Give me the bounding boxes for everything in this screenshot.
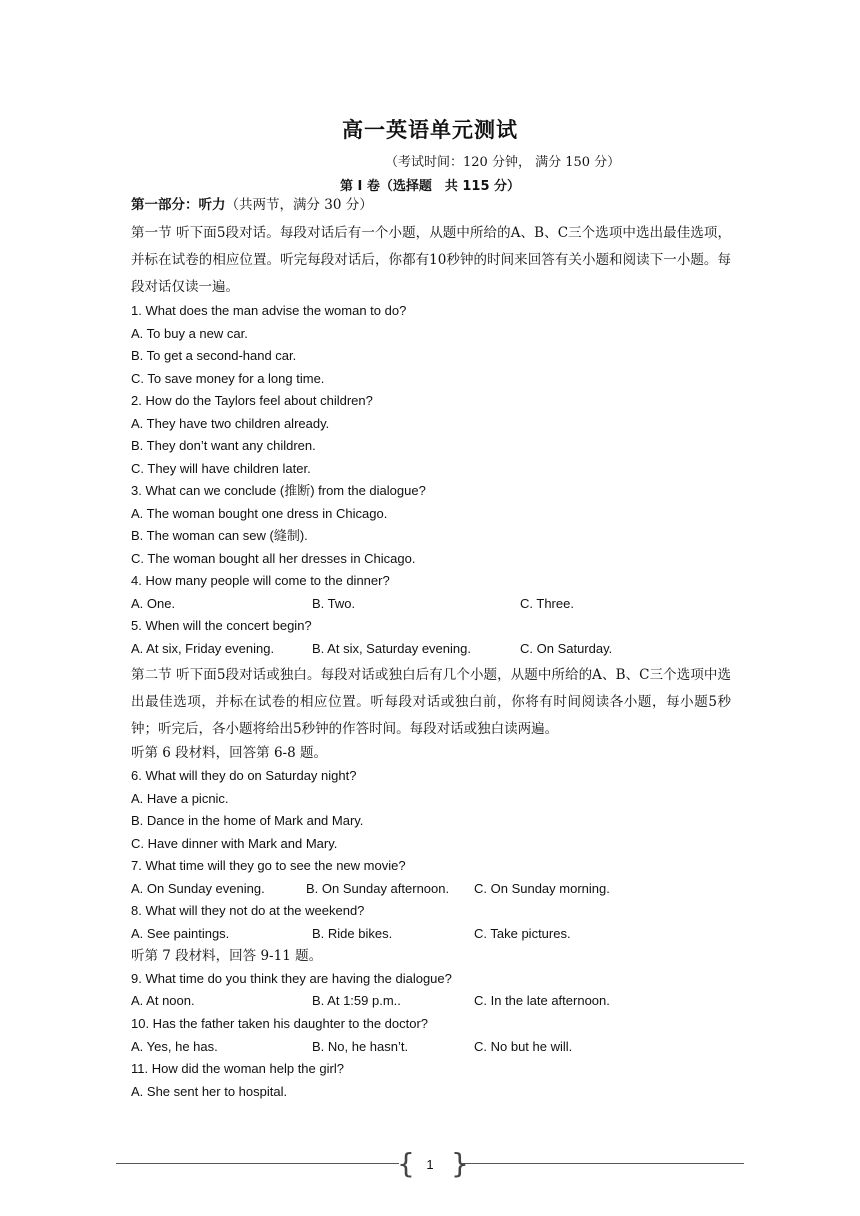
exam-info: （考试时间：120 分钟， 满分 150 分） bbox=[385, 155, 621, 170]
section1-instructions: 第一节 听下面5段对话。每段对话后有一个小题，从题中所给的A、B、C三个选项中选出最佳选项，并标在试卷的相应位置。听完每段对话后，你都有10秒钟的时间来回答有关小题和阅读下一小题。每段对话仅读一遍。 bbox=[131, 225, 731, 295]
option-11a: A. She sent her to hospital. bbox=[131, 1084, 288, 1099]
option-4c: C. Three. bbox=[520, 596, 574, 611]
option-6a: A. Have a picnic. bbox=[131, 791, 229, 806]
option-2b: B. They don’t want any children. bbox=[131, 438, 316, 453]
question-3: 3. What can we conclude (推断) from the dialogue? bbox=[131, 483, 426, 498]
option-5c: C. On Saturday. bbox=[520, 641, 613, 656]
question-1: 1. What does the man advise the woman to do? bbox=[131, 303, 407, 318]
question-5: 5. When will the concert begin? bbox=[131, 618, 312, 633]
question-7: 7. What time will they go to see the new movie? bbox=[131, 858, 406, 873]
option-7c: C. On Sunday morning. bbox=[474, 881, 610, 896]
material-7-note: 听第 7 段材料，回答 9-11 题。 bbox=[131, 948, 323, 964]
option-1b: B. To get a second-hand car. bbox=[131, 348, 297, 363]
option-10c: C. No but he will. bbox=[474, 1039, 573, 1054]
question-2: 2. How do the Taylors feel about children? bbox=[131, 393, 373, 408]
option-7b: B. On Sunday afternoon. bbox=[306, 881, 450, 896]
option-8c: C. Take pictures. bbox=[474, 926, 571, 941]
option-2a: A. They have two children already. bbox=[131, 416, 330, 431]
page-number: 1 bbox=[426, 1157, 434, 1172]
option-3b: B. The woman can sew (缝制). bbox=[131, 528, 308, 543]
question-9: 9. What time do you think they are having the dialogue? bbox=[131, 971, 452, 986]
question-8: 8. What will they not do at the weekend? bbox=[131, 903, 365, 918]
part1-heading-rest: （共两节，满分 30 分） bbox=[225, 197, 373, 213]
page-title: 高一英语单元测试 bbox=[342, 118, 518, 142]
question-4: 4. How many people will come to the dinner? bbox=[131, 573, 390, 588]
volume-title: 第 I 卷（选择题 共 115 分） bbox=[339, 179, 521, 194]
option-8b: B. Ride bikes. bbox=[312, 926, 393, 941]
option-9b: B. At 1:59 p.m.. bbox=[312, 993, 401, 1008]
option-9a: A. At noon. bbox=[131, 993, 195, 1008]
material-6-note: 听第 6 段材料，回答第 6-8 题。 bbox=[131, 745, 327, 761]
option-6c: C. Have dinner with Mark and Mary. bbox=[131, 836, 338, 851]
option-4a: A. One. bbox=[131, 596, 176, 611]
option-7a: A. On Sunday evening. bbox=[131, 881, 265, 896]
option-9c: C. In the late afternoon. bbox=[474, 993, 610, 1008]
option-1c: C. To save money for a long time. bbox=[131, 371, 325, 386]
option-5a: A. At six, Friday evening. bbox=[131, 641, 275, 656]
option-3a: A. The woman bought one dress in Chicago. bbox=[131, 506, 388, 521]
option-4b: B. Two. bbox=[312, 596, 356, 611]
right-brace-icon: } bbox=[451, 1147, 469, 1180]
question-6: 6. What will they do on Saturday night? bbox=[131, 768, 357, 783]
question-10: 10. Has the father taken his daughter to the doctor? bbox=[131, 1016, 429, 1031]
part1-heading-bold: 第一部分：听力 bbox=[131, 197, 226, 213]
option-5b: B. At six, Saturday evening. bbox=[312, 641, 471, 656]
question-11: 11. How did the woman help the girl? bbox=[131, 1061, 344, 1076]
option-1a: A. To buy a new car. bbox=[131, 326, 248, 341]
option-10b: B. No, he hasn’t. bbox=[312, 1039, 409, 1054]
option-2c: C. They will have children later. bbox=[131, 461, 311, 476]
option-10a: A. Yes, he has. bbox=[131, 1039, 218, 1054]
section2-instructions: 第二节 听下面5段对话或独白。每段对话或独白后有几个小题，从题中所给的A、B、C三个选项中选出最佳选项，并标在试卷的相应位置。听每段对话或独白前，你将有时间阅读各小题，每小题5秒钟；听完后，各小题将给出5秒钟的作答时间。每段对话或独白读两遍。 bbox=[131, 667, 731, 737]
option-8a: A. See paintings. bbox=[131, 926, 230, 941]
left-brace-icon: { bbox=[397, 1147, 415, 1180]
option-3c: C. The woman bought all her dresses in Chicago. bbox=[131, 551, 416, 566]
part1-heading bbox=[131, 197, 373, 213]
option-6b: B. Dance in the home of Mark and Mary. bbox=[131, 813, 364, 828]
